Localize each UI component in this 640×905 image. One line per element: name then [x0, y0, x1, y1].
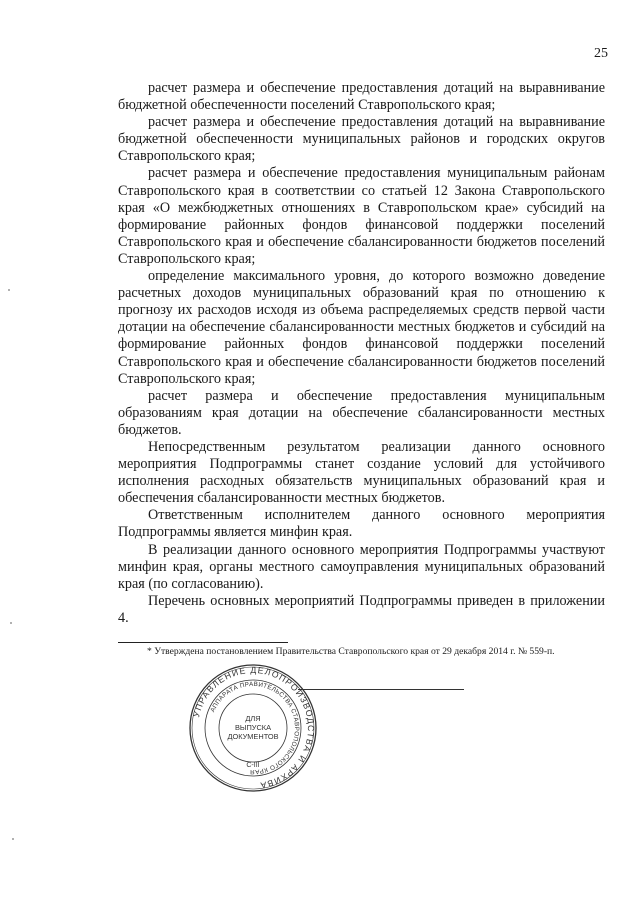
scan-artifact	[8, 289, 10, 291]
footnote-divider	[118, 642, 288, 643]
stamp-center-line: ДОКУМЕНТОВ	[227, 732, 279, 741]
paragraph: расчет размера и обеспечение предоставления муниципальным образованиям края дотации на обеспечение сбалансированности местных бюджетов.	[118, 387, 605, 438]
paragraph: расчет размера и обеспечение предоставления дотаций на выравнивание бюджетной обеспеченности муниципальных районов и городских округов Ставропольского края;	[118, 114, 605, 165]
signature-line	[298, 689, 464, 690]
scan-artifact	[10, 622, 12, 624]
paragraph: В реализации данного основного мероприятия Подпрограммы участвуют минфин края, органы местного самоуправления муниципальных образований края (по согласованию).	[118, 541, 605, 592]
stamp-outer-text: УПРАВЛЕНИЕ ДЕЛОПРОИЗВОДСТВА И АРХИВА	[191, 664, 317, 791]
stamp-center-line: ДЛЯ	[245, 714, 261, 723]
page-number: 25	[594, 46, 608, 61]
stamp-seal-icon	[188, 663, 318, 793]
scan-artifact	[12, 838, 14, 840]
document-body	[118, 80, 605, 627]
stamp-center-line: ВЫПУСКА	[234, 723, 272, 732]
footnote: * Утверждена постановлением Правительства Ставропольского края от 29 декабря 2014 г. № 559-п.	[147, 646, 555, 657]
paragraph: Ответственным исполнителем данного основного мероприятия Подпрограммы является минфин края.	[118, 507, 605, 541]
stamp-inner-text: АППАРАТА ПРАВИТЕЛЬСТВА СТАВРОПОЛЬСКОГО КРАЯ	[209, 680, 301, 776]
paragraph: Перечень основных мероприятий Подпрограммы приведен в приложении 4.	[118, 592, 605, 626]
paragraph: Непосредственным результатом реализации данного основного мероприятия Подпрограммы станет создание условий для устойчивого исполнения расходных обязательств муниципальных образований края и обеспечения сбалансированности местных бюджетов.	[118, 438, 605, 507]
paragraph: расчет размера и обеспечение предоставления муниципальным районам Ставропольского края в соответствии со статьей 12 Закона Ставропольского края «О межбюджетных отношениях в Ставропольском крае» субсидий на формирование районных фондов финансовой поддержки поселений Ставропольского края и обеспечение сбалансированности бюджетов поселений Ставропольского края;	[118, 165, 605, 267]
paragraph: расчет размера и обеспечение предоставления дотаций на выравнивание бюджетной обеспеченности поселений Ставропольского края;	[118, 80, 605, 114]
official-stamp	[188, 663, 318, 793]
paragraph: определение максимального уровня, до которого возможно доведение расчетных доходов муниципальных образований края по отношению к прогнозу их расходов исходя из объема распределяемых средств первой части дотации на обеспечение сбалансированности местных бюджетов и субсидий на формирование районных фондов финансовой поддержки поселений Ставропольского края и обеспечение сбалансированности бюджетов поселений Ставропольского края;	[118, 268, 605, 387]
stamp-code: С-III	[246, 762, 260, 769]
